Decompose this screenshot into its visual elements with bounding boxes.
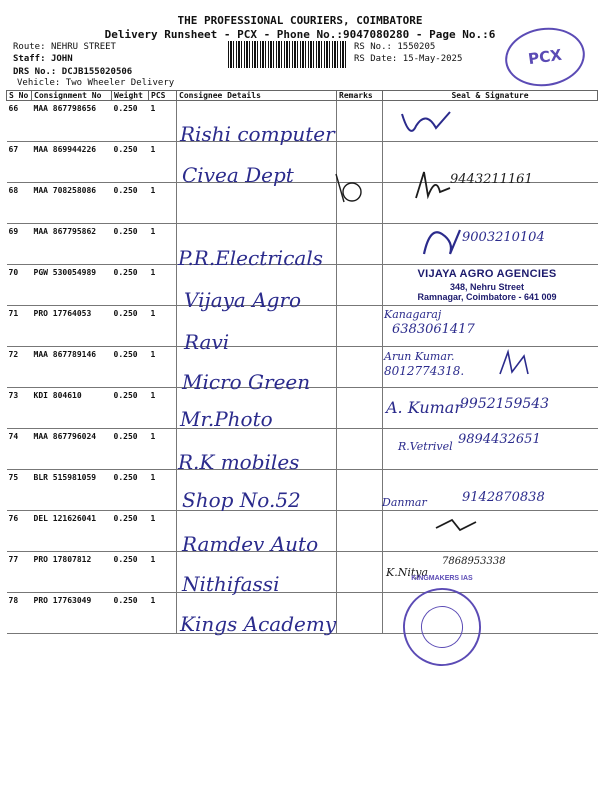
row-remarks [337, 552, 383, 593]
table-row [7, 306, 598, 347]
row-consignment-no: MAA 867796024 [32, 429, 112, 470]
row-weight: 0.250 [112, 306, 149, 347]
runsheet-subtitle: Delivery Runsheet - PCX - Phone No.:9047080280 - Page No.:6 [104, 28, 496, 41]
signature-scribble-2 [410, 168, 454, 204]
row-consignment-no: MAA 867798656 [32, 101, 112, 142]
row-consignment-no: MAA 867789146 [32, 347, 112, 388]
signature-scribble-4 [494, 346, 538, 380]
row-weight: 0.250 [112, 142, 149, 183]
row-remarks [337, 511, 383, 552]
row-weight: 0.250 [112, 183, 149, 224]
row-consignment-no: DEL 121626041 [32, 511, 112, 552]
row-pcs: 1 [149, 183, 177, 224]
phone-hand-5: 9952159543 [460, 396, 550, 412]
row-remarks [337, 306, 383, 347]
phone-hand-7: 9142870838 [462, 490, 545, 505]
rs-number-field: RS No.: 1550205 [354, 42, 436, 52]
rs-date-field: RS Date: 15-May-2025 [354, 54, 463, 64]
col-header-signature: Seal & Signature [383, 91, 598, 101]
col-header-consignment: Consignment No [32, 91, 112, 101]
row-sno: 76 [7, 511, 32, 552]
row-weight: 0.250 [112, 388, 149, 429]
seal-text: KINGMAKERS IAS [411, 575, 473, 582]
row-consignment-no: KDI 804610 [32, 388, 112, 429]
consignee-hand-8: R.K mobiles [178, 450, 300, 474]
signature-name-5: Danmar [382, 496, 427, 509]
row-sno: 75 [7, 470, 32, 511]
row-consignment-no: PRO 17764053 [32, 306, 112, 347]
route-field: Route: NEHRU STREET [13, 42, 116, 52]
company-title: THE PROFESSIONAL COURIERS, COIMBATORE [177, 14, 423, 27]
pcx-stamp: PCX [501, 23, 588, 92]
row-remarks [337, 470, 383, 511]
table-row [7, 183, 598, 224]
consignee-hand-1: Rishi computer [180, 122, 335, 146]
row-weight: 0.250 [112, 593, 149, 634]
row-pcs: 1 [149, 470, 177, 511]
signature-scribble-3 [420, 224, 464, 260]
row-remarks [337, 347, 383, 388]
remarks-scribble [332, 172, 368, 208]
seal-inner-ring [416, 601, 467, 652]
row-sno: 77 [7, 552, 32, 593]
row-pcs: 1 [149, 593, 177, 634]
row-consignment-no: BLR 515981059 [32, 470, 112, 511]
consignee-hand-9: Shop No.52 [182, 488, 301, 512]
row-sno: 73 [7, 388, 32, 429]
row-consignment-no: PRO 17763049 [32, 593, 112, 634]
row-sno: 70 [7, 265, 32, 306]
row-remarks [337, 265, 383, 306]
vehicle-field: Vehicle: Two Wheeler Delivery [17, 78, 175, 88]
row-weight: 0.250 [112, 552, 149, 593]
consignee-hand-2: Civea Dept [182, 163, 294, 187]
row-weight: 0.250 [112, 101, 149, 142]
phone-hand-4: 8012774318. [384, 364, 465, 378]
signature-scribble-5 [432, 512, 480, 536]
row-remarks [337, 224, 383, 265]
signature-name-6: K.Nitya [386, 566, 429, 579]
row-sno: 74 [7, 429, 32, 470]
signature-name-3: A. Kumar [386, 398, 462, 417]
row-remarks [337, 388, 383, 429]
table-header-row [7, 91, 598, 101]
barcode [228, 41, 348, 68]
phone-hand-1: 9443211161 [450, 172, 533, 187]
row-seal-signature [383, 511, 598, 552]
row-remarks [337, 101, 383, 142]
phone-hand-6: 9894432651 [458, 432, 541, 447]
row-pcs: 1 [149, 429, 177, 470]
row-consignee-details [177, 183, 337, 224]
row-weight: 0.250 [112, 429, 149, 470]
row-consignment-no: MAA 867795862 [32, 224, 112, 265]
row-sno: 67 [7, 142, 32, 183]
row-weight: 0.250 [112, 224, 149, 265]
row-weight: 0.250 [112, 470, 149, 511]
consignee-hand-10: Ramdev Auto [182, 532, 319, 556]
row-pcs: 1 [149, 224, 177, 265]
signature-scribble-1 [396, 104, 456, 144]
staff-field: Staff: JOHN [13, 54, 73, 64]
row-remarks [337, 593, 383, 634]
consignee-hand-4: Vijaya Agro [184, 288, 302, 312]
row-sno: 69 [7, 224, 32, 265]
row-pcs: 1 [149, 347, 177, 388]
consignee-hand-12: Kings Academy [180, 612, 337, 636]
table-row [7, 552, 598, 593]
col-header-weight: Weight [112, 91, 149, 101]
col-header-sno: S No [7, 91, 32, 101]
signature-name-4: R.Vetrivel [398, 440, 453, 453]
consignee-hand-6: Micro Green [182, 370, 311, 394]
signature-name-1: Kanagaraj [384, 308, 442, 321]
row-sno: 66 [7, 101, 32, 142]
row-pcs: 1 [149, 511, 177, 552]
row-sno: 78 [7, 593, 32, 634]
row-weight: 0.250 [112, 265, 149, 306]
consignee-hand-7: Mr.Photo [180, 407, 273, 431]
signature-name-2: Arun Kumar. [384, 350, 455, 363]
row-sno: 72 [7, 347, 32, 388]
consignee-hand-5: Ravi [184, 330, 230, 354]
row-consignment-no: MAA 708258086 [32, 183, 112, 224]
row-pcs: 1 [149, 388, 177, 429]
consignee-hand-11: Nithifassi [182, 572, 280, 596]
row-sno: 71 [7, 306, 32, 347]
row-weight: 0.250 [112, 347, 149, 388]
row-weight: 0.250 [112, 511, 149, 552]
row-remarks [337, 429, 383, 470]
row-pcs: 1 [149, 306, 177, 347]
row-pcs: 1 [149, 552, 177, 593]
phone-hand-3: 6383061417 [392, 322, 475, 337]
vijaya-agro-stamp: VIJAYA AGRO AGENCIES 348, Nehru Street Ramnagar, Coimbatore - 641 009 [417, 268, 557, 302]
drs-field: DRS No.: DCJB155020506 [13, 67, 133, 77]
row-consignment-no: MAA 869944226 [32, 142, 112, 183]
row-consignment-no: PGW 530054989 [32, 265, 112, 306]
row-consignment-no: PRO 17807812 [32, 552, 112, 593]
phone-hand-8: 7868953338 [442, 556, 506, 567]
row-pcs: 1 [149, 265, 177, 306]
consignee-hand-3: P.R.Electricals [178, 246, 323, 270]
phone-hand-2: 9003210104 [462, 230, 545, 245]
col-header-consignee: Consignee Details [177, 91, 337, 101]
col-header-remarks: Remarks [337, 91, 383, 101]
col-header-pcs: PCS [149, 91, 177, 101]
row-pcs: 1 [149, 101, 177, 142]
row-pcs: 1 [149, 142, 177, 183]
row-sno: 68 [7, 183, 32, 224]
